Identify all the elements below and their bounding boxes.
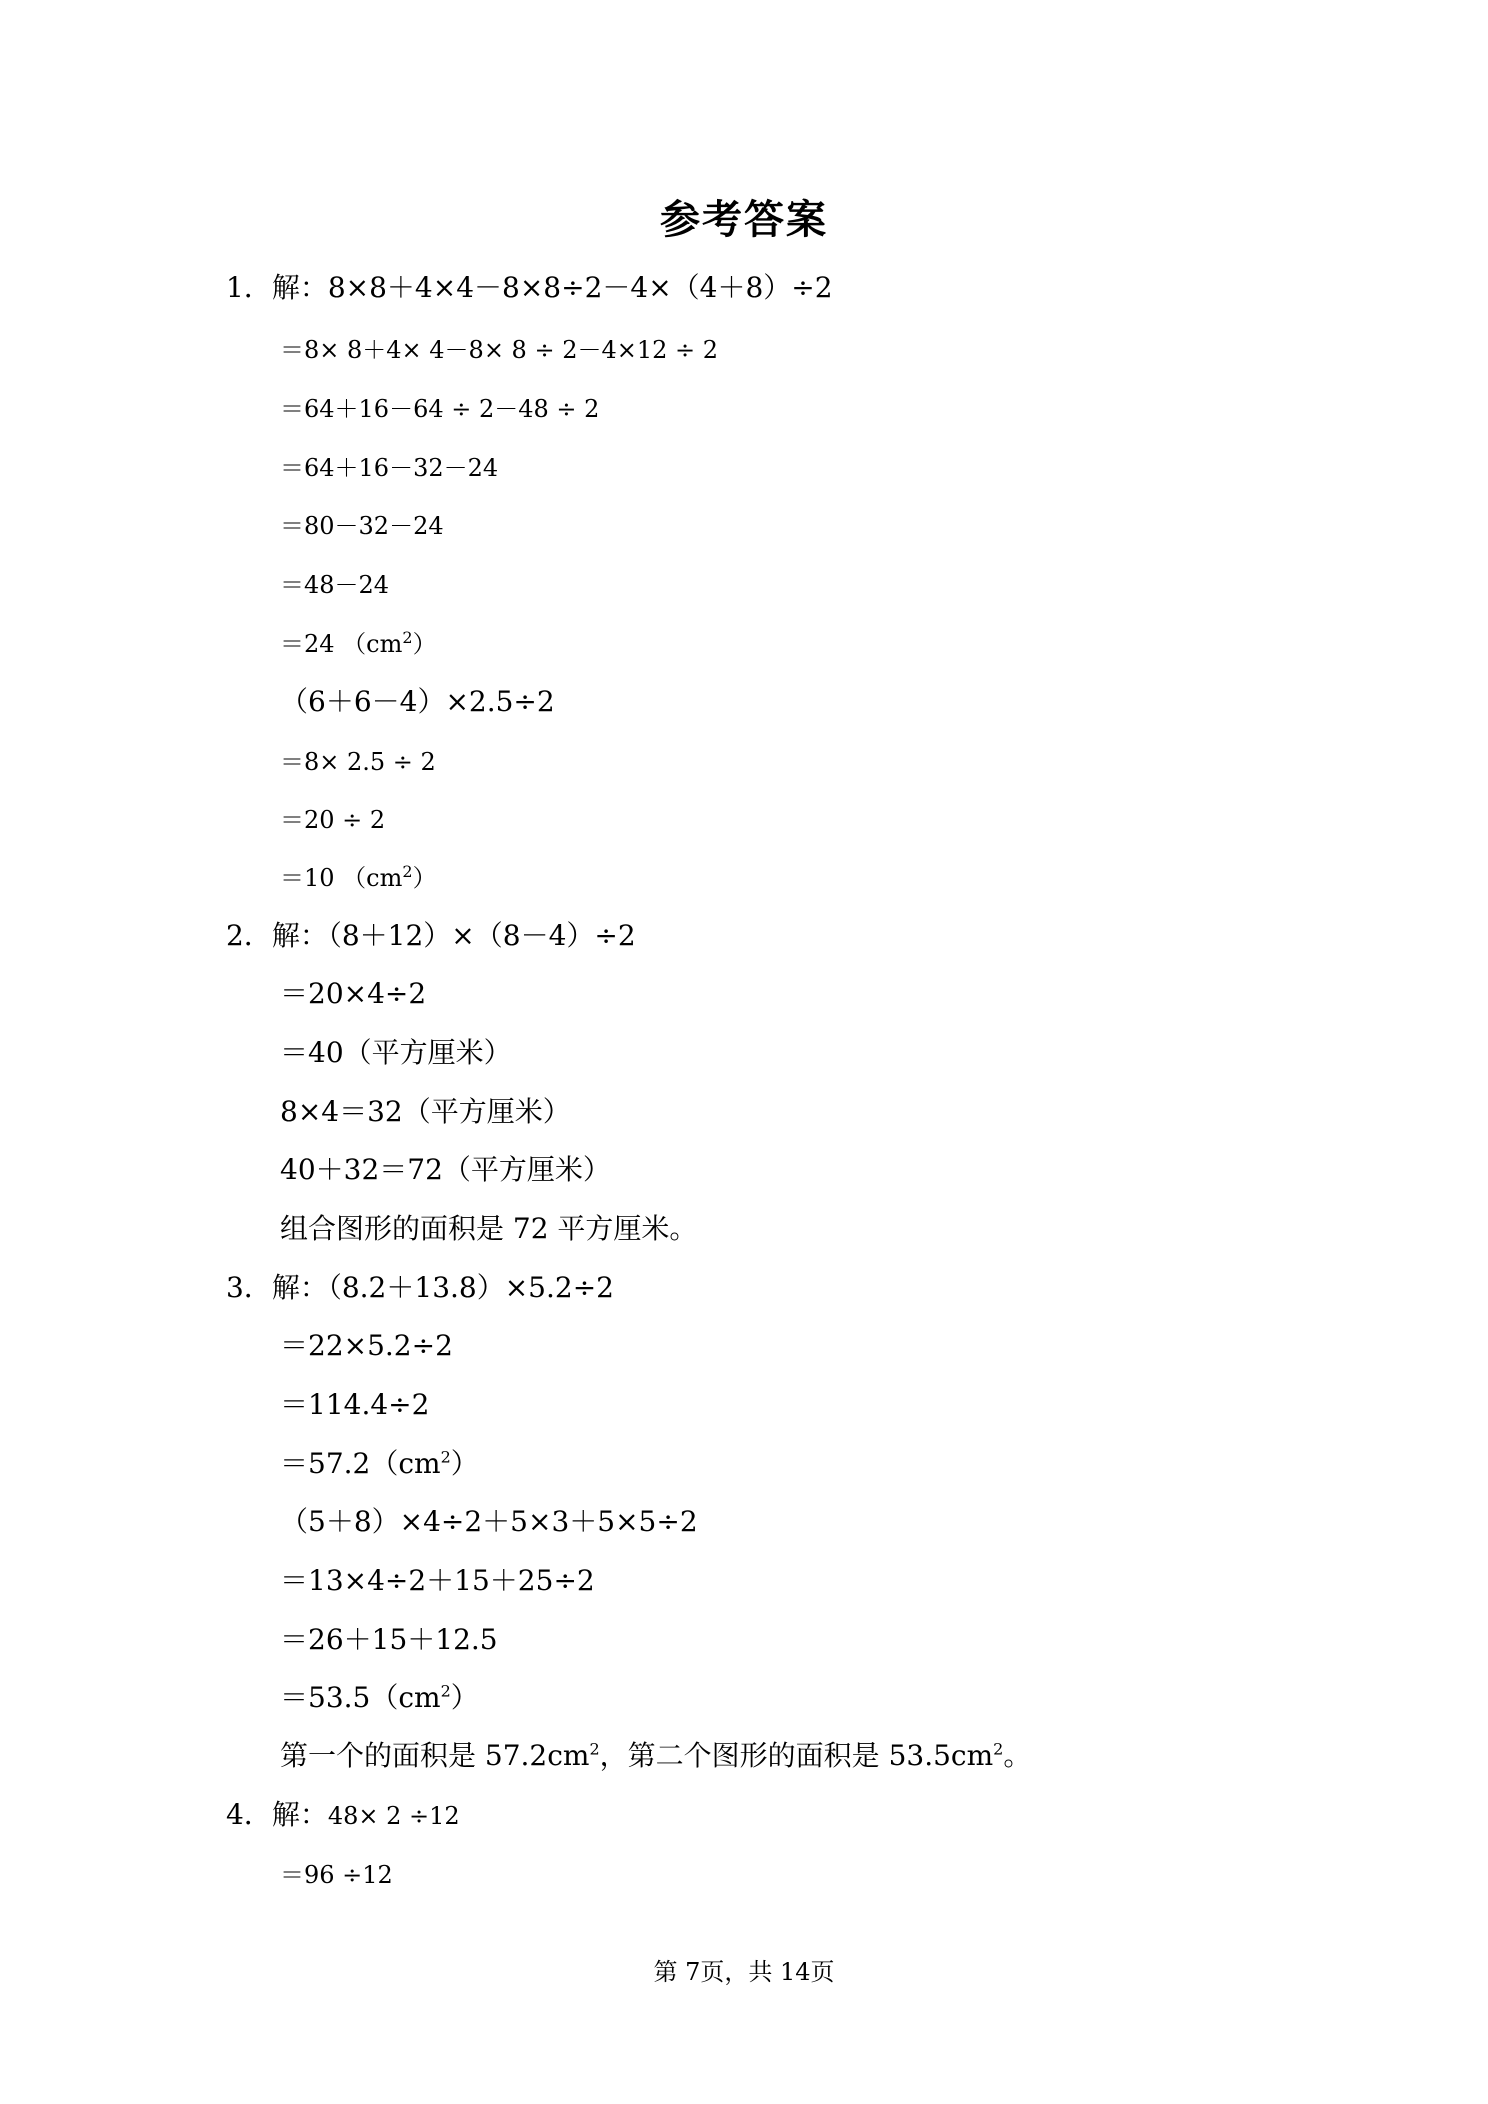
solution-step: ＝20×4÷2 [280, 977, 427, 1010]
solution-step: ＝13×4÷2＋15＋25÷2 [280, 1564, 595, 1597]
solution-prefix: 解： [271, 271, 328, 304]
question-expression: （8.2＋13.8）×5.2÷2 [327, 1271, 614, 1304]
solution-step: ＝80－32－24 [280, 512, 444, 540]
solution-result: $=57.2(cm^2)$ [280, 1447, 479, 1480]
solution-prefix: 解： [271, 919, 328, 952]
solution-expression: （5＋8）×4÷2＋5×3＋5×5÷2 [280, 1505, 698, 1538]
solution-step: ＝64＋16－32－24 [280, 454, 499, 482]
question-number: 3． [226, 1271, 272, 1304]
question-number: 4． [226, 1798, 272, 1831]
solution-step: ＝64＋16－64 ÷ 2－48 ÷ 2 [280, 395, 600, 423]
question-1-header [226, 270, 833, 306]
solution-step: ＝48－24 [280, 571, 390, 599]
solution-conclusion: 第一个的面积是 $57.2cm^2$，第二个图形的面积是 $53.5cm^2$。 [280, 1739, 1032, 1772]
question-4-header [226, 1797, 460, 1834]
question-3-header [226, 1270, 614, 1306]
solution-step: ＝114.4÷2 [280, 1388, 430, 1421]
solution-step: ＝8× 8＋4× 4－8× 8 ÷ 2－4×12 ÷ 2 [280, 336, 719, 364]
solution-step: 40＋32＝72（平方厘米） [280, 1153, 611, 1186]
solution-result: ＝10 $(cm^2)$ [280, 862, 437, 892]
solution-expression: （6＋6－4）×2.5÷2 [280, 685, 555, 718]
solution-prefix: 解： [271, 1798, 328, 1831]
question-2-header [226, 918, 636, 954]
question-expression: 48× 2 ÷12 [327, 1802, 460, 1830]
question-expression: （8＋12）×（8－4）÷2 [327, 919, 636, 952]
solution-step: ＝22×5.2÷2 [280, 1329, 453, 1362]
solution-step: ＝26＋15＋12.5 [280, 1623, 498, 1656]
page-footer: 第 7页，共 14页 [653, 1958, 835, 1986]
solution-step: ＝96 ÷12 [280, 1861, 393, 1889]
question-expression: 8×8＋4×4－8×8÷2－4×（4＋8）÷2 [327, 271, 833, 304]
solution-step: ＝20 ÷ 2 [280, 806, 386, 834]
solution-result: ＝24 $(cm^2)$ [280, 628, 437, 658]
solution-conclusion: 组合图形的面积是 72 平方厘米。 [280, 1212, 698, 1245]
question-number: 1． [226, 271, 272, 304]
solution-step: ＝8× 2.5 ÷ 2 [280, 748, 436, 776]
solution-prefix: 解： [271, 1271, 328, 1304]
page-title: 参考答案 [660, 197, 828, 243]
solution-step: ＝40（平方厘米） [280, 1036, 512, 1069]
question-number: 2． [226, 919, 272, 952]
solution-result: $=53.5(cm^2)$ [280, 1681, 479, 1714]
solution-step: 8×4＝32（平方厘米） [280, 1095, 571, 1128]
